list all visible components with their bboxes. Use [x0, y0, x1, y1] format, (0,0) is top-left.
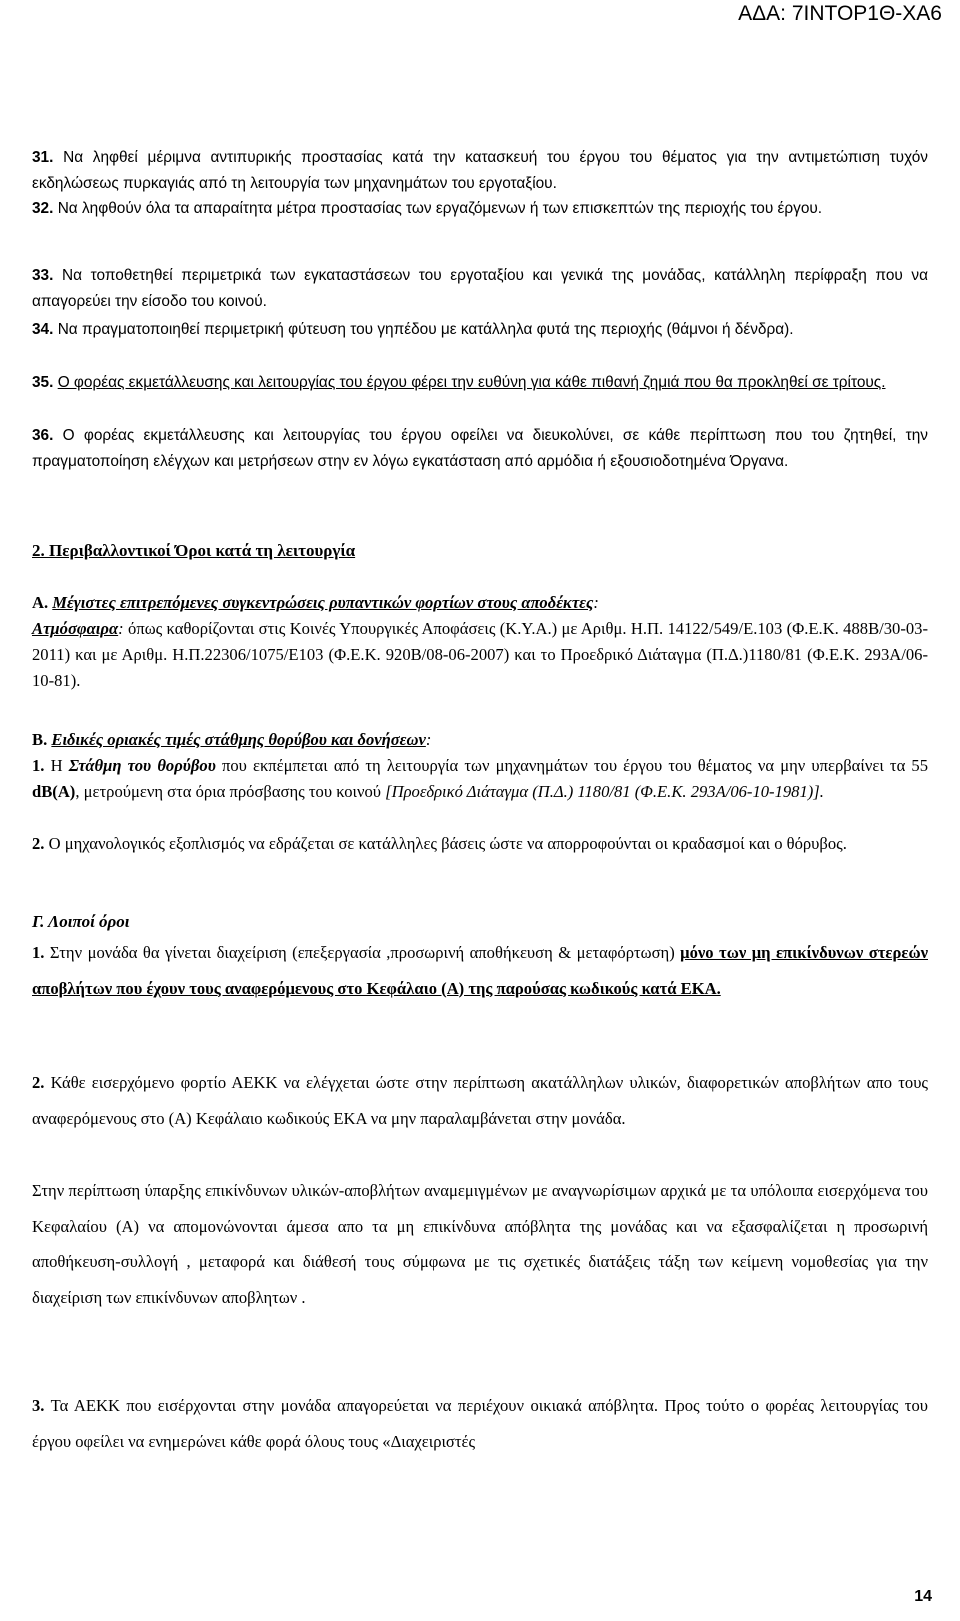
term-number: 35. — [32, 374, 54, 391]
ada-code: ΑΔΑ: 7ΙΝΤΟΡ1Θ-ΧΑ6 — [738, 2, 942, 25]
air-colon: : — [118, 619, 124, 638]
term-36 — [32, 423, 928, 474]
page-number: 14 — [914, 1588, 932, 1605]
term-text: Να πραγματοποιηθεί περιμετρική φύτευση του γηπέδου με κατάλληλα φυτά της περιοχής (θάμνοι ή δένδρα). — [57, 321, 794, 338]
item-text: Κάθε εισερχόμενο φορτίο ΑΕΚΚ να ελέγχεται ώστε στην περίπτωση ακατάλληλων υλικών, διαφορετικών αποβλήτων απο τους αναφερόμενους στο (Α) Κεφάλαιο κωδικούς ΕΚΑ να μην παραλαμβάνεται στην μονάδα. — [32, 1073, 928, 1128]
item-number: 1. — [32, 943, 45, 962]
decree-reference: [Προεδρικό Διάταγμα (Π.Δ.) 1180/81 (Φ.Ε.Κ. 293Α/06-10-1981)]. — [385, 782, 824, 801]
item-text: , μετρούμενη στα όρια πρόσβασης του κοινού — [75, 782, 386, 801]
db-unit: dB(A) — [32, 782, 76, 801]
item-number: 3. — [32, 1396, 45, 1415]
section-b-title — [32, 727, 928, 753]
term-number: 33. — [32, 267, 54, 284]
air-label: Ατμόσφαιρα — [32, 619, 119, 638]
section-g-item-3 — [32, 1388, 928, 1459]
item-text: Στην μονάδα θα γίνεται διαχείριση (επεξεργασία ,προσωρινή αποθήκευση & μεταφόρτωση) — [44, 943, 681, 962]
item-bold-text: μόνο των μη επικίνδυνων στερεών αποβλήτων που έχουν τους αναφερόμενους στο Κεφάλαιο (Α) της παρούσας κωδικούς κατά ΕΚΑ. — [32, 943, 928, 998]
item-text: Η — [44, 756, 69, 775]
term-number: 32. — [32, 200, 54, 217]
term-number: 31. — [32, 149, 54, 166]
section-b-heading: Ειδικές οριακές τιμές στάθμης θορύβου και δονήσεων — [51, 730, 426, 749]
term-text: Ο φορέας εκμετάλλευσης και λειτουργίας του έργου οφείλει να διευκολύνει, σε κάθε περίπτωση που του ζητηθεί, την πραγματοποίηση ελέγχων και μετρήσεων στην εν λόγω εγκατάσταση από αρμόδια ή εξουσιοδοτημένα Όργανα. — [32, 427, 929, 470]
section-g-item-1 — [32, 935, 928, 1006]
section-g-item-2-paragraph: Στην περίπτωση ύπαρξης επικίνδυνων υλικών-αποβλήτων αναμεμιγμένων με αναγνωρίσιμων αρχικά με τα υπόλοιπα εισερχόμενα του Κεφαλαίου (Α) να απομονώνονται άμεσα απο τα μη επικίνδυνα απόβλητα της μονάδας και να εξασφαλίζεται η προσωρινή αποθήκευση-συλλογή , μεταφορά και διάθεσή τους σύμφωνα με τις σχετικές διατάξεις τάξη των κείμενη νομοθεσίας για την διαχείριση των επικίνδυνων αποβλητων . — [32, 1181, 928, 1307]
section-g-title: Γ. Λοιποί όροι — [32, 912, 130, 931]
section-b-item-2 — [32, 831, 928, 857]
section-a-letter: Α. — [32, 593, 49, 612]
item-number: 2. — [32, 834, 45, 853]
item-number: 2. — [32, 1073, 45, 1092]
section-b-colon: : — [425, 730, 432, 749]
section-a-title: Μέγιστες επιτρεπόμενες συγκεντρώσεις ρυπαντικών φορτίων στους αποδέκτες — [52, 593, 594, 612]
term-33 — [32, 263, 928, 314]
item-text: Ο μηχανολογικός εξοπλισμός να εδράζεται σε κατάλληλες βάσεις ώστε να απορροφούνται οι κραδασμοί και ο θόρυβος. — [44, 834, 847, 853]
section-b-letter: Β. — [32, 730, 48, 749]
term-number: 34. — [32, 321, 54, 338]
term-35 — [32, 370, 928, 396]
section-2-title: 2. Περιβαλλοντικοί Όροι κατά τη λειτουργία — [32, 541, 356, 560]
section-a — [32, 590, 928, 694]
term-text: Να ληφθούν όλα τα απαραίτητα μέτρα προστασίας των εργαζόμενων ή των επισκεπτών της περιοχής του έργου. — [57, 200, 823, 217]
term-text: Να ληφθεί μέριμνα αντιπυρικής προστασίας κατά την κατασκευή του έργου του θέματος για την αντιμετώπιση τυχόν εκδηλώσεως πυρκαγιάς από τη λειτουργία των μηχανημάτων του εργοταξίου. — [32, 149, 928, 192]
noise-level-term: Στάθμη του θορύβου — [68, 756, 216, 775]
item-number: 1. — [32, 756, 45, 775]
term-text: Να τοποθετηθεί περιμετρικά των εγκαταστάσεων του εργοταξίου και γενικά της μονάδας, κατάλληλη περίφραξη που να απαγορεύει την είσοδο του κοινού. — [32, 267, 928, 310]
section-b-item-1 — [32, 753, 928, 805]
air-text: όπως καθορίζονται στις Κοινές Υπουργικές Αποφάσεις (Κ.Υ.Α.) με Αριθμ. Η.Π. 14122/549/Ε.103 (Φ.Ε.Κ. 488Β/30-03-2011) και με Αριθμ. Η.Π.22306/1075/Ε103 (Φ.Ε.Κ. 920Β/08-06-2007) και το Προεδρικό Διάταγμα (Π.Δ.)1180/81 (Φ.Ε.Κ. 293Α/06-10-81). — [32, 619, 928, 690]
item-text: που εκπέμπεται από τη λειτουργία των μηχανημάτων του έργου του θέματος να μην υπερβαίνει τα 55 — [215, 756, 928, 775]
term-text: Ο φορέας εκμετάλλευσης και λειτουργίας του έργου φέρει την ευθύνη για κάθε πιθανή ζημιά που θα προκληθεί σε τρίτους. — [57, 374, 886, 391]
section-g-item-2 — [32, 1065, 928, 1136]
item-text: Τα ΑΕΚΚ που εισέρχονται στην μονάδα απαγορεύεται να περιέχουν οικιακά απόβλητα. Προς τούτο ο φορέας λειτουργίας του έργου οφείλει να ενημερώνει κάθε φορά όλους τους «Διαχειριστές — [32, 1396, 928, 1451]
term-32 — [32, 196, 928, 222]
term-31 — [32, 145, 928, 196]
term-34 — [32, 317, 928, 343]
term-number: 36. — [32, 427, 54, 444]
section-a-colon: : — [593, 593, 599, 612]
